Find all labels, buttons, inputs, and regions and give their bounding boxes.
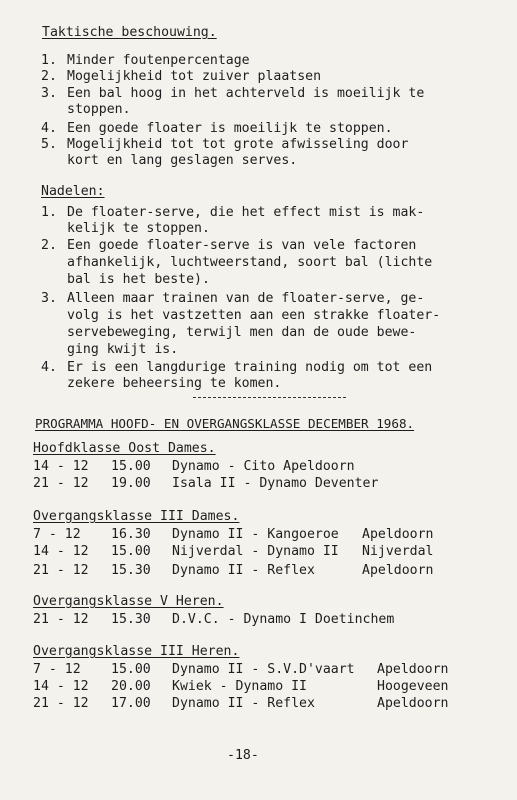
drawbacks-item-2-line-2: afhankelijk, luchtweerstand, soort bal (lichte [67, 255, 433, 270]
row-date: 7 - 12 [33, 662, 81, 677]
row-time: 15.00 [111, 459, 151, 474]
row-time: 15.00 [111, 662, 151, 677]
drawbacks-item-1-line-1: De floater-serve, die het effect mist is mak- [67, 205, 425, 220]
program-title: PROGRAMMA HOOFD- EN OVERGANGSKLASSE DECEMBER 1968. [35, 416, 415, 431]
row-date: 21 - 12 [33, 696, 89, 711]
row-place: Apeldoorn [362, 563, 434, 578]
row-match: Dynamo II - Reflex [172, 563, 315, 578]
row-date: 14 - 12 [33, 459, 89, 474]
row-match: Dynamo II - S.V.D'vaart [172, 662, 355, 677]
row-date: 21 - 12 [33, 612, 89, 627]
row-time: 15.00 [111, 544, 151, 559]
drawbacks-item-3-line-4: ging kwijt is. [67, 342, 179, 357]
tactics-item-3-line-1: Een bal hoog in het achterveld is moeilijk te [67, 86, 425, 101]
row-time: 20.00 [111, 679, 151, 694]
tactics-heading: Taktische beschouwing. [42, 25, 217, 40]
section-divider [193, 397, 346, 398]
row-match: Nijverdal - Dynamo II [172, 544, 339, 559]
row-place: Apeldoorn [377, 662, 449, 677]
row-date: 7 - 12 [33, 527, 81, 542]
tactics-item-1-num: 1. [41, 53, 57, 68]
drawbacks-item-1-line-2: kelijk te stoppen. [67, 221, 210, 236]
drawbacks-item-3-line-3: servebeweging, terwijl men dan de oude bewe- [67, 325, 417, 340]
drawbacks-item-2-num: 2. [41, 238, 57, 253]
row-date: 14 - 12 [33, 679, 89, 694]
tactics-item-5-line-2: kort en lang geslagen serves. [67, 153, 298, 168]
tactics-item-1-line-1: Minder foutenpercentage [67, 53, 250, 68]
page-number: -18- [227, 748, 259, 763]
row-place: Hoogeveen [377, 679, 449, 694]
drawbacks-item-4-line-2: zekere beheersing te komen. [67, 376, 282, 391]
row-place: Nijverdal [362, 544, 434, 559]
drawbacks-item-3-num: 3. [41, 291, 57, 306]
drawbacks-item-3-line-1: Alleen maar trainen van de floater-serve, ge- [67, 291, 425, 306]
row-match: D.V.C. - Dynamo I Doetinchem [172, 612, 395, 627]
row-time: 15.30 [111, 563, 151, 578]
section-heading-overgangsklasse-iii-heren: Overgangsklasse III Heren. [33, 644, 240, 659]
row-date: 21 - 12 [33, 476, 89, 491]
drawbacks-item-2-line-1: Een goede floater-serve is van vele factoren [67, 238, 417, 253]
tactics-item-4-line-1: Een goede floater is moeilijk te stoppen. [67, 121, 393, 136]
tactics-item-3-line-2: stoppen. [67, 102, 131, 117]
drawbacks-item-4-num: 4. [41, 360, 57, 375]
row-match: Dynamo - Cito Apeldoorn [172, 459, 355, 474]
tactics-item-2-line-1: Mogelijkheid tot zuiver plaatsen [67, 69, 322, 84]
row-time: 15.30 [111, 612, 151, 627]
section-heading-overgangsklasse-v-heren: Overgangsklasse V Heren. [33, 594, 224, 609]
tactics-item-3-num: 3. [41, 86, 57, 101]
row-date: 21 - 12 [33, 563, 89, 578]
row-match: Dynamo II - Kangoeroe [172, 527, 339, 542]
row-time: 19.00 [111, 476, 151, 491]
drawbacks-item-1-num: 1. [41, 205, 57, 220]
row-place: Apeldoorn [377, 696, 449, 711]
section-heading-overgangsklasse-iii-dames: Overgangsklasse III Dames. [33, 509, 240, 524]
drawbacks-heading: Nadelen: [41, 184, 105, 199]
drawbacks-item-3-line-2: volg is het vastzetten aan een strakke floater- [67, 308, 441, 323]
row-time: 17.00 [111, 696, 151, 711]
row-match: Dynamo II - Reflex [172, 696, 315, 711]
tactics-item-4-num: 4. [41, 121, 57, 136]
row-match: Isala II - Dynamo Deventer [172, 476, 379, 491]
section-heading-hoofdklasse-dames: Hoofdklasse Oost Dames. [33, 441, 216, 456]
row-place: Apeldoorn [362, 527, 434, 542]
row-date: 14 - 12 [33, 544, 89, 559]
tactics-item-5-line-1: Mogelijkheid tot tot grote afwisseling door [67, 137, 409, 152]
drawbacks-item-4-line-1: Er is een langdurige training nodig om tot een [67, 360, 433, 375]
drawbacks-item-2-line-3: bal is het beste). [67, 272, 210, 287]
row-match: Kwiek - Dynamo II [172, 679, 307, 694]
tactics-item-2-num: 2. [41, 69, 57, 84]
row-time: 16.30 [111, 527, 151, 542]
tactics-item-5-num: 5. [41, 137, 57, 152]
